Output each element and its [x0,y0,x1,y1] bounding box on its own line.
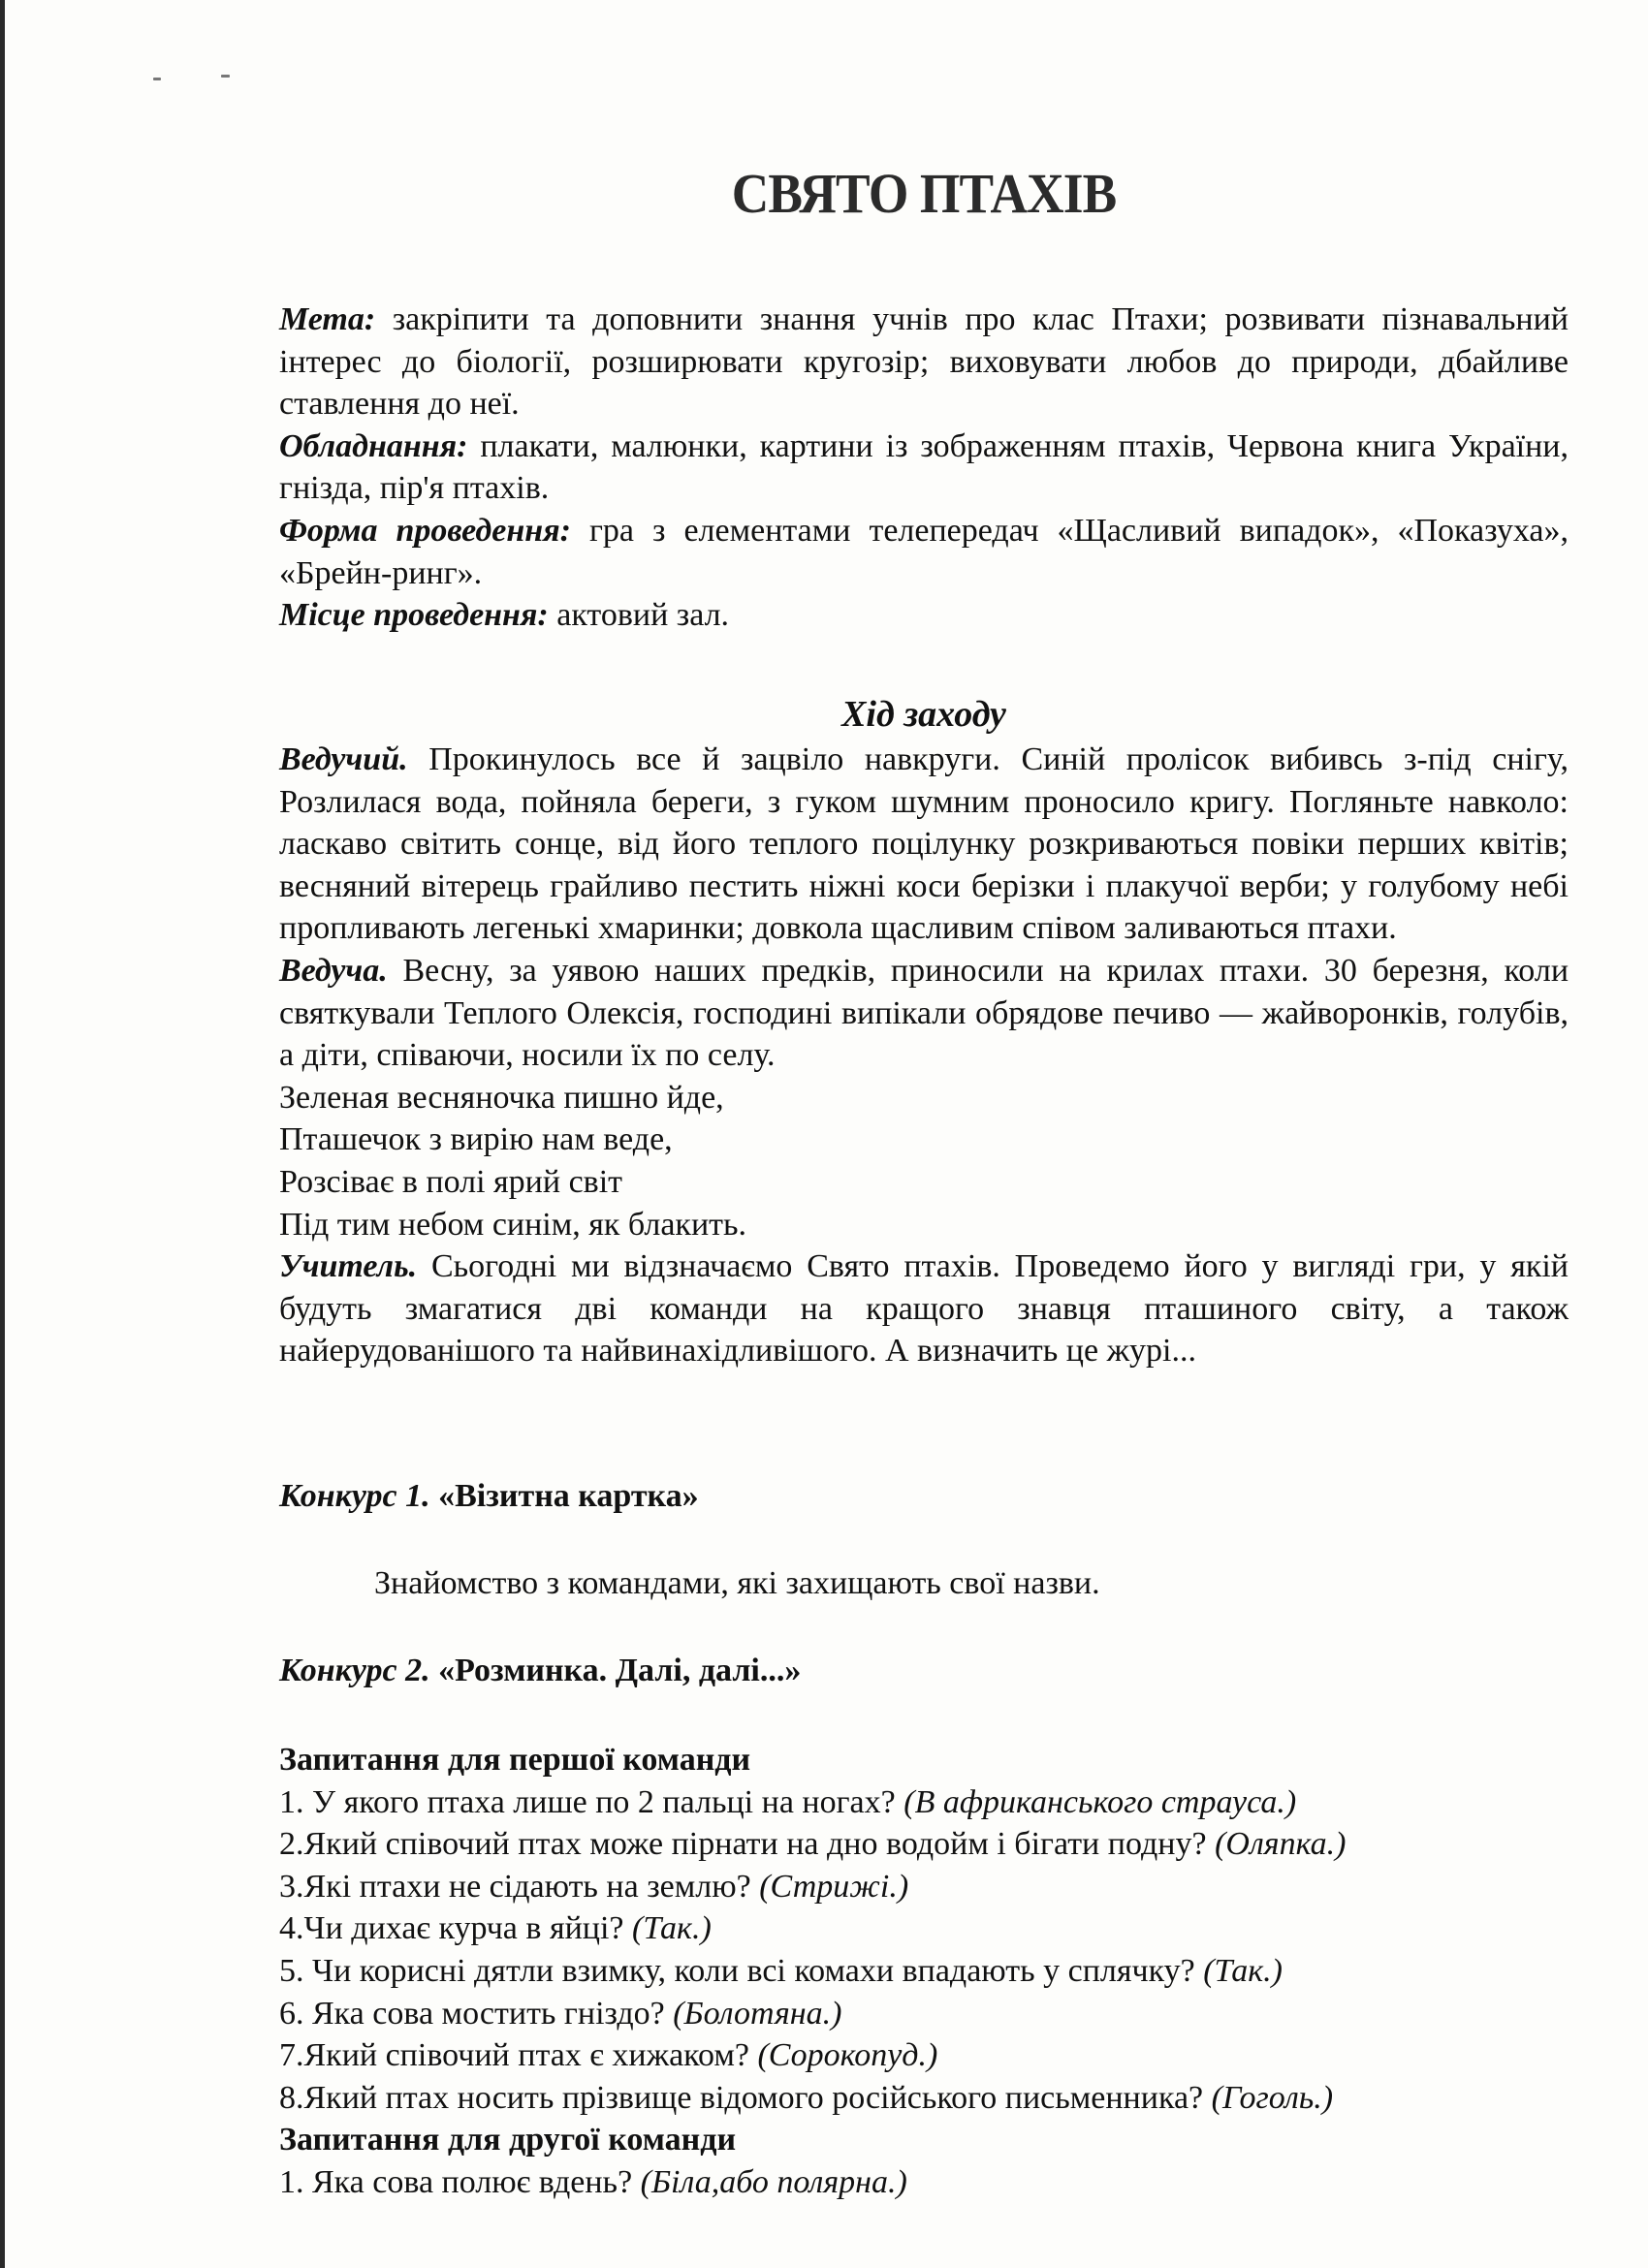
question-text: 6. Яка сова мостить гніздо? [279,1995,665,2032]
question-text: 1. Яка сова полює вдень? [279,2163,633,2200]
question-item [279,1993,1569,2035]
form-label: Форма проведення: [279,512,571,549]
answer-text: (Оляпка.) [1215,1826,1347,1863]
answer-text: (Так.) [632,1910,712,1947]
answer-text: (Сорокопуд.) [757,2037,938,2074]
goal-label: Мета: [279,301,376,337]
goal-paragraph [279,299,1569,425]
form-paragraph [279,510,1569,594]
form-text: гра з елементами телепередач «Щасливий випадок», «Показуха», «Брейн-ринг». [279,512,1569,591]
host-female-paragraph [279,950,1569,1077]
page-title: СВЯТО ПТАХІВ [731,162,1117,225]
contest-2-heading [279,1650,1569,1692]
question-text: 5. Чи корисні дятли взимку, коли всі комахи впадають у сплячку? [279,1952,1195,1989]
contest-1-heading [279,1475,1569,1518]
questions-team2-heading: Запитання для другої команди [279,2122,737,2158]
scan-edge [0,0,5,2268]
questions-team1-heading: Запитання для першої команди [279,1742,751,1778]
equipment-label: Обладнання: [279,427,468,464]
scan-speck [153,78,161,80]
host-male-text: Прокинулось все й зацвіло навкруги. Синій пролісок вибивсь з-під снігу, Розлилася вода, пойняла береги, з гуком шумним проносило кригу. Погляньте навколо: ласкаво світить сонце, від його теплого поцілунку розкриваються повіки перших квітів; весняний вітерець грайливо пестить ніжні коси берізки і плакучої верби; у голубому небі пропливають легенькі хмаринки; довкола щасливим співом заливаються птахи. [279,741,1569,947]
questions-block [279,1739,1569,2204]
question-text: 3.Які птахи не сідають на землю? [279,1868,751,1905]
poem-line: Розсіває в полі ярий світ [279,1163,623,1200]
poem-line: Пташечок з вирію нам веде, [279,1121,673,1158]
question-text: 8.Який птах носить прізвище відомого російського письменника? [279,2079,1204,2116]
poem-line: Зеленая весняночка пишно йде, [279,1079,724,1116]
host-male-paragraph [279,739,1569,950]
teacher-label: Учитель. [279,1248,418,1285]
answer-text: (Гоголь.) [1211,2079,1334,2116]
answer-text: (В африканського страуса.) [903,1783,1297,1820]
place-paragraph [279,594,1569,637]
scan-speck [221,75,230,78]
contest-1-name: «Візитна картка» [438,1478,699,1514]
contest-1-description: Знайомство з командами, які захищають свої назви. [374,1565,1100,1601]
question-text: 2.Який співочий птах може пірнати на дно водойм і бігати подну? [279,1826,1207,1863]
answer-text: (Біла,або полярна.) [640,2163,907,2200]
answer-text: (Так.) [1203,1952,1283,1989]
question-item [279,2161,1569,2204]
event-flow [279,690,1569,1372]
answer-text: (Стрижі.) [759,1868,909,1905]
question-text: 1. У якого птаха лише по 2 пальці на ногах? [279,1783,896,1820]
goal-text: закріпити та доповнити знання учнів про клас Птахи; розвивати пізнавальний інтерес до біології, розширювати кругозір; виховувати любов до природи, дбайливе ставлення до неї. [279,301,1569,423]
poem-line: Під тим небом синім, як блакить. [279,1206,747,1243]
teacher-text: Сьогодні ми відзначаємо Свято птахів. Проведемо його у вигляді гри, у якій будуть змагатися дві команди на кращого знавця пташиного світу, а також найерудованішого та найвинахідливішого. А визначить це журі... [279,1248,1569,1370]
place-label: Місце проведення: [279,597,549,634]
question-item [279,1907,1569,1950]
host-female-label: Ведуча. [279,952,388,989]
contest-2-name: «Розминка. Далі, далі...» [438,1653,802,1688]
host-female-text: Весну, за уявою наших предків, приносили на крилах птахи. 30 березня, коли святкували Теплого Олексія, господині випікали обрядове печиво — жайворонків, голубів, а діти, співаючи, носили їх по селу. [279,952,1569,1074]
question-item [279,1781,1569,1824]
place-text: актовий зал. [556,597,730,634]
question-item [279,1866,1569,1908]
event-info [279,299,1569,637]
host-male-label: Ведучий. [279,741,408,777]
question-item [279,1950,1569,1993]
contest-1-number: Конкурс 1. [279,1478,430,1514]
question-item [279,2034,1569,2077]
equipment-paragraph [279,425,1569,510]
answer-text: (Болотяна.) [673,1995,842,2032]
question-item [279,1823,1569,1866]
question-item [279,2077,1569,2120]
section-subtitle: Хід заходу [841,694,1006,735]
equipment-text: плакати, малюнки, картини із зображенням птахів, Червона книга України, гнізда, пір'я птахів. [279,427,1569,507]
question-text: 4.Чи дихає курча в яйці? [279,1910,624,1947]
teacher-paragraph [279,1245,1569,1372]
question-text: 7.Який співочий птах є хижаком? [279,2037,749,2074]
contest-2-number: Конкурс 2. [279,1653,430,1688]
